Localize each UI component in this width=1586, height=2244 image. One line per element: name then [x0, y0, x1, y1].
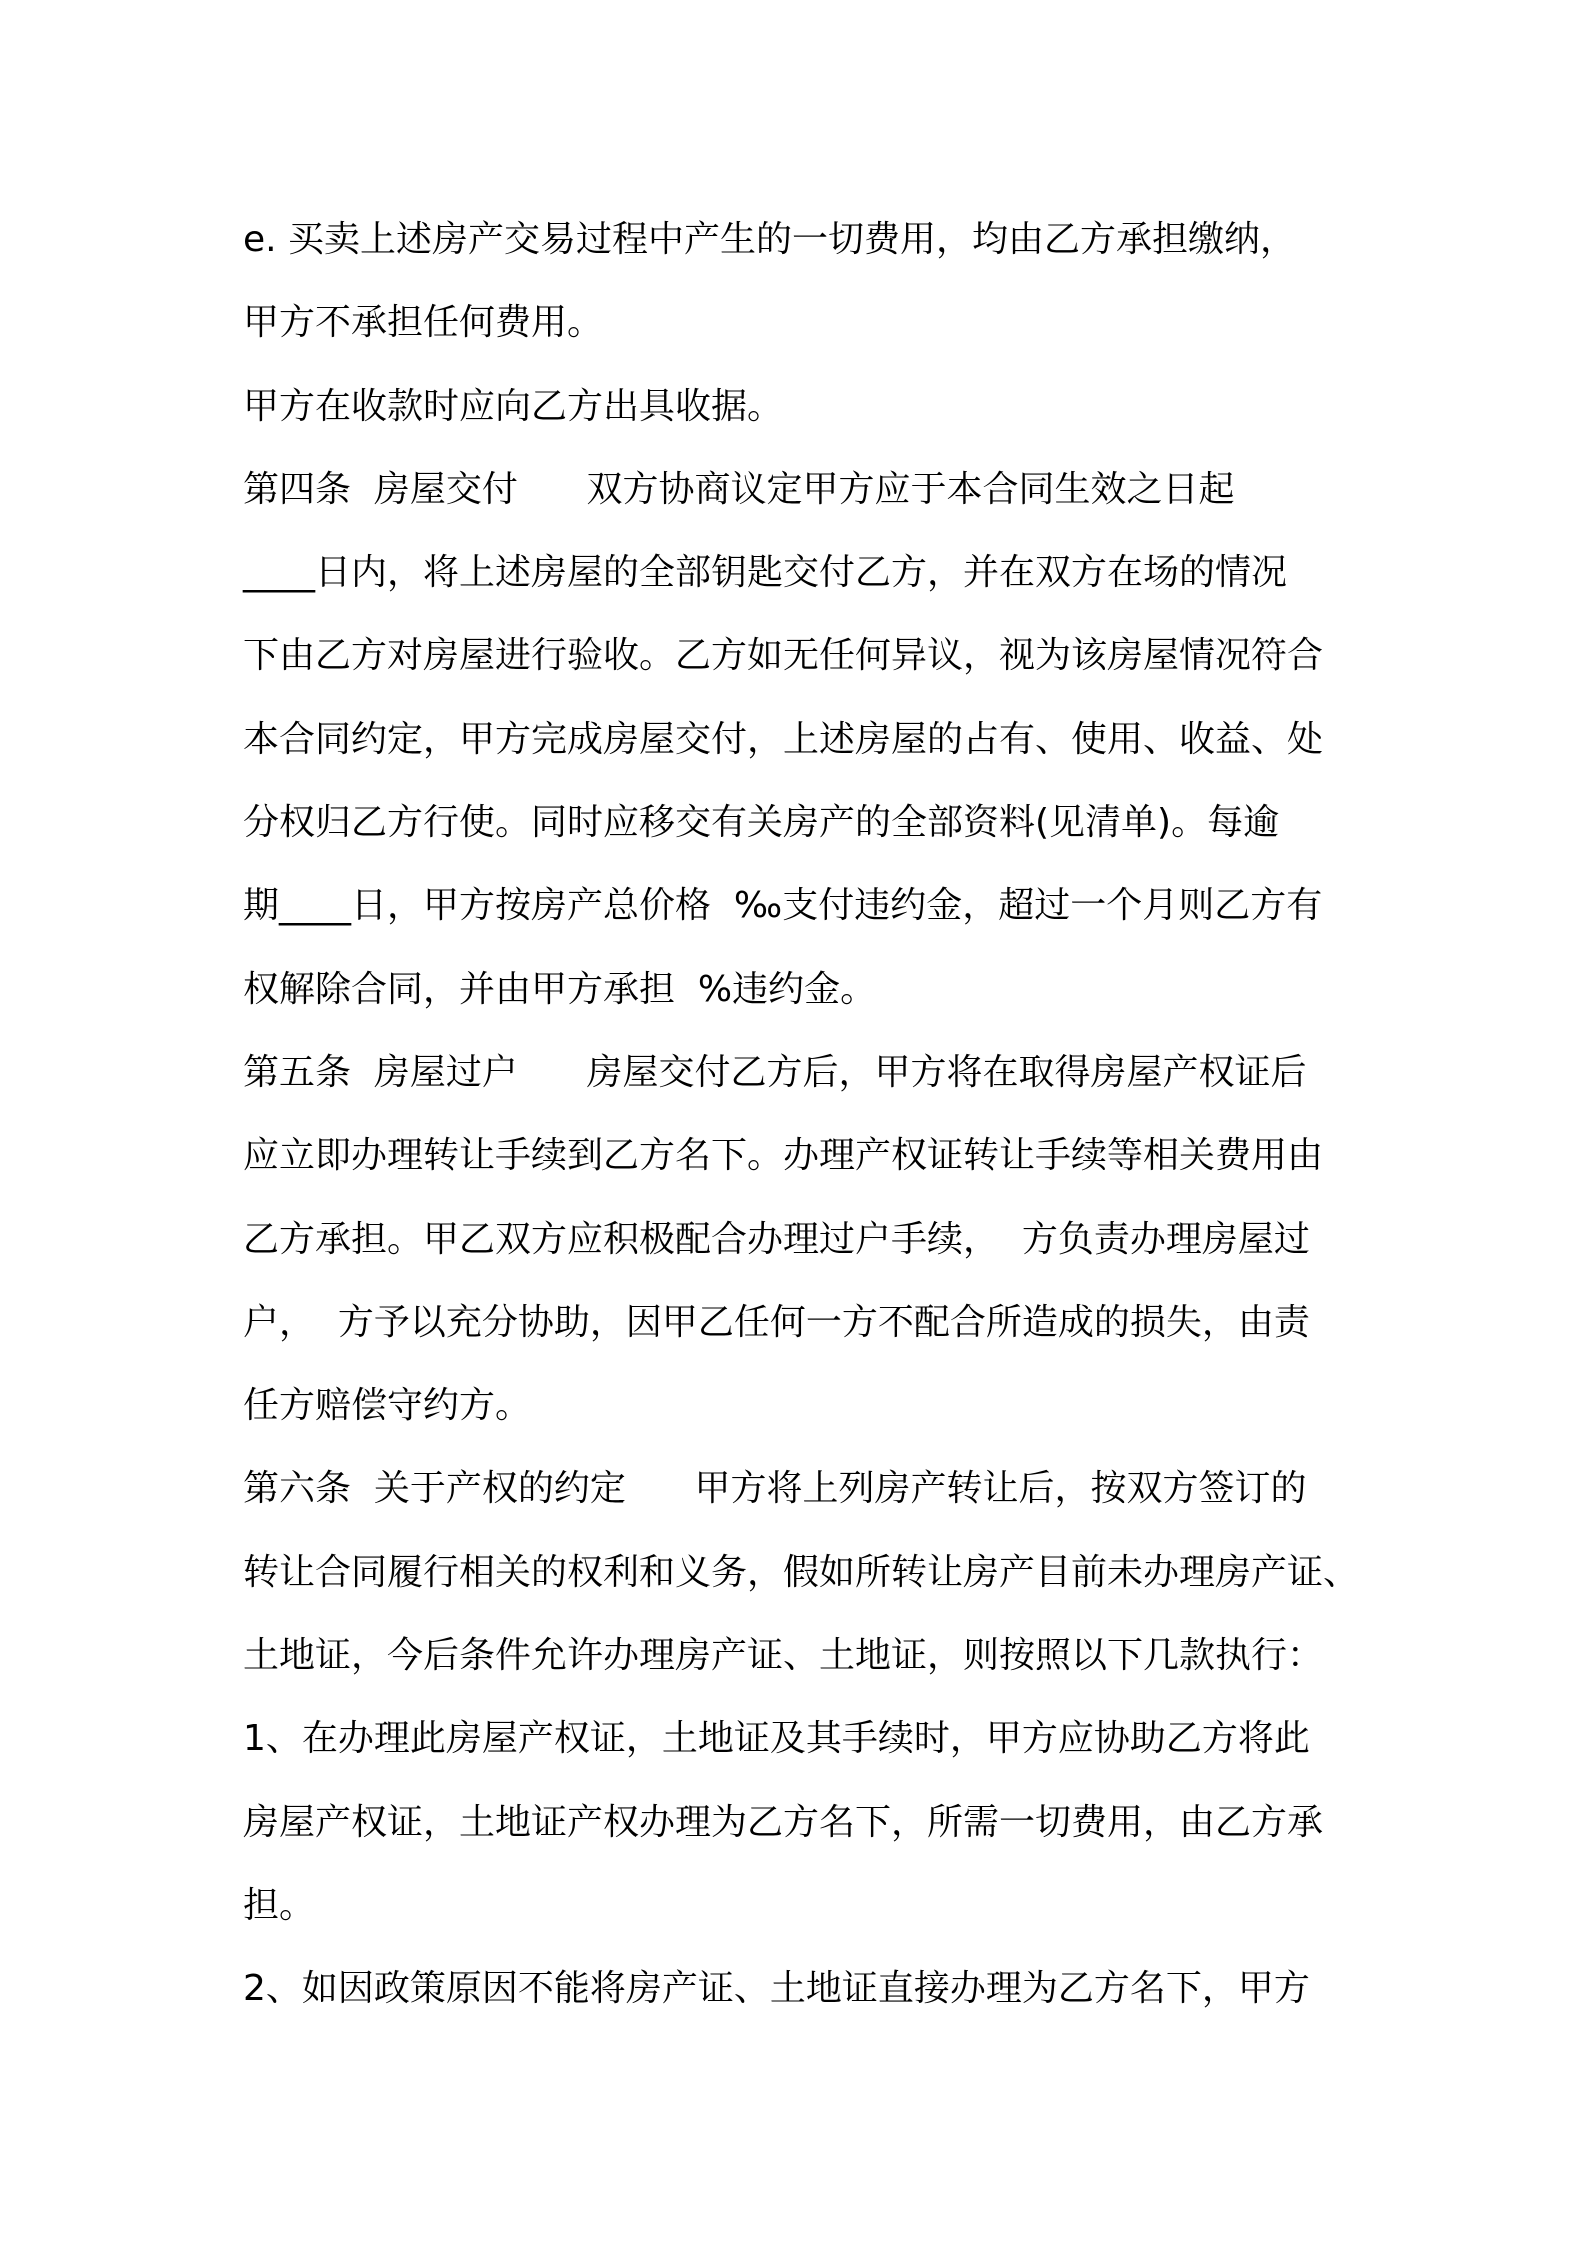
text-line: 土地证，今后条件允许办理房产证、土地证，则按照以下几款执行： — [243, 1635, 1324, 1677]
text-line: 转让合同履行相关的权利和义务，假如所转让房产目前未办理房产证、 — [243, 1551, 1360, 1593]
text-line: 本合同约定，甲方完成房屋交付，上述房屋的占有、使用、收益、处 — [243, 718, 1324, 760]
text-line: 房屋产权证，土地证产权办理为乙方名下，所需一切费用，由乙方承 — [243, 1801, 1324, 1843]
text-line: 甲方不承担任何费用。 — [243, 302, 604, 344]
text-line: 分权归乙方行使。同时应移交有关房产的全部资料(见清单)。每逾 — [243, 802, 1280, 844]
text-line: 户， 方予以充分协助，因甲乙任何一方不配合所造成的损失，由责 — [243, 1301, 1310, 1343]
document-body — [243, 198, 1383, 2031]
text-line: 期____日，甲方按房产总价格 ‰支付违约金，超过一个月则乙方有 — [243, 885, 1323, 927]
text-line: 权解除合同，并由甲方承担 %违约金。 — [243, 968, 877, 1010]
clause-1-line: 1、在办理此房屋产权证，土地证及其手续时，甲方应协助乙方将此 — [243, 1718, 1310, 1760]
text-line: 担。 — [243, 1884, 316, 1926]
text-line: 甲方在收款时应向乙方出具收据。 — [243, 385, 784, 427]
text-line: 下由乙方对房屋进行验收。乙方如无任何异议，视为该房屋情况符合 — [243, 635, 1324, 677]
text-line: e. 买卖上述房产交易过程中产生的一切费用，均由乙方承担缴纳， — [243, 219, 1297, 260]
article-5-heading-line: 第五条 房屋过户 房屋交付乙方后，甲方将在取得房屋产权证后 — [243, 1051, 1307, 1093]
text-line: 任方赔偿守约方。 — [243, 1385, 532, 1427]
article-6-heading-line: 第六条 关于产权的约定 甲方将上列房产转让后，按双方签订的 — [243, 1468, 1307, 1510]
text-line: 应立即办理转让手续到乙方名下。办理产权证转让手续等相关费用由 — [243, 1135, 1324, 1177]
clause-2-line: 2、如因政策原因不能将房产证、土地证直接办理为乙方名下，甲方 — [243, 1968, 1310, 2010]
text-line: ____日内，将上述房屋的全部钥匙交付乙方，并在双方在场的情况 — [243, 552, 1288, 594]
article-4-heading-line: 第四条 房屋交付 双方协商议定甲方应于本合同生效之日起 — [243, 468, 1235, 510]
text-line: 乙方承担。甲乙双方应积极配合办理过户手续， 方负责办理房屋过 — [243, 1218, 1310, 1260]
